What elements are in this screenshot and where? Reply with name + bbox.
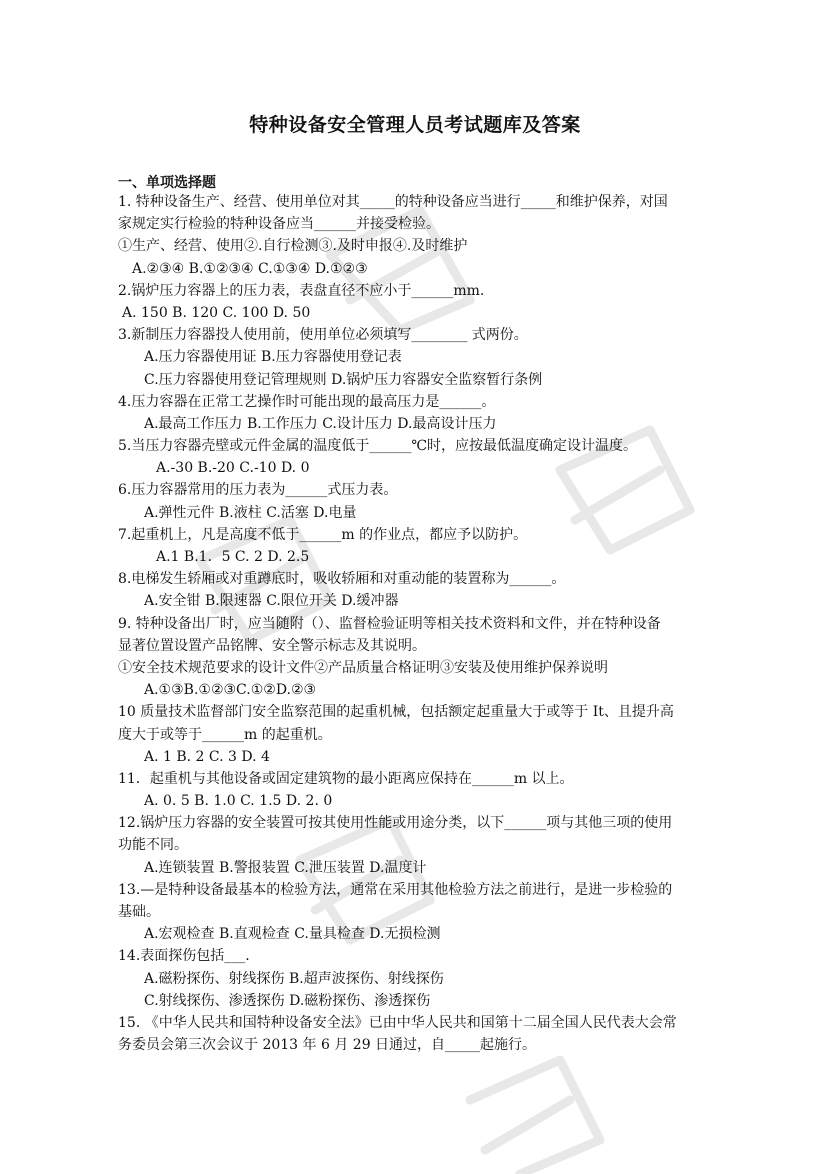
question-12-line-1: 12.锅炉压力容器的安全装置可按其使用性能或用途分类，以下______项与其他三项的使用 [118,815,673,832]
page-title: 特种设备安全管理人员考试题库及答案 [249,114,581,136]
question-6: 6.压力容器常用的压力表为______式压力表。 [118,482,398,499]
question-14-options-2: C.射线探伤、渗透探伤 D.磁粉探伤、渗透探伤 [144,992,431,1009]
question-9-line-1: 9. 特种设备出厂时，应当随附（）、监督检验证明等相关技术资料和文件，并在特种设备 [118,615,661,632]
question-1-line-2: 家规定实行检验的特种设备应当______并接受检验。 [118,216,440,233]
question-5: 5.当压力容器壳壁或元件金属的温度低于______℃时，应按最低温度确定设计温度。 [118,438,638,455]
question-11: 11．起重机与其他设备或固定建筑物的最小距离应保持在______m 以上。 [118,770,574,787]
question-13-line-1: 13.—是特种设备最基本的检验方法，通常在采用其他检验方法之前进行，是进一步检验的 [118,881,673,898]
question-10-line-1: 10 质量技术监督部门安全监察范围的起重机械，包括额定起重量大于或等于 It、且提升高 [118,704,674,721]
question-7: 7.起重机上，凡是高度不低于______m 的作业点，都应予以防护。 [118,526,528,543]
question-9-line-2: 显著位置设置产品铭牌、安全警示标志及其说明。 [118,637,426,654]
question-13-options: A.宏观检查 B.直观检查 C.量具检查 D.无损检测 [144,926,441,943]
question-9-items: ①安全技术规范要求的设计文件②产品质量合格证明③安装及使用维护保养说明 [118,659,608,676]
question-3: 3.新制压力容器投人使用前，使用单位必须填写________ 式两份。 [118,327,528,344]
watermark-glyph-bottom [470,1060,600,1174]
section-heading: 一、单项选择题 [118,175,216,191]
question-1-line-1: 1. 特种设备生产、经营、使用单位对其_____的特种设备应当进行_____和维护保养，对国 [118,194,668,210]
question-2-options: A. 150 B. 120 C. 100 D. 50 [122,304,311,321]
question-15-line-1: 15. 《中华人民共和国特种设备安全法》已由中华人民共和国第十二届全国人民代表大会常 [118,1014,677,1031]
question-12-options: A.连锁装置 B.警报装置 C.泄压装置 D.温度计 [144,859,427,876]
question-1-items: ①生产、经营、使用②.自行检测③.及时申报④.及时维护 [118,238,468,255]
question-2: 2.锅炉压力容器上的压力表，表盘直径不应小于______mm. [118,282,485,299]
question-1-options: A.②③④ B.①②③④ C.①③④ D.①②③ [132,260,368,277]
question-3-options-2: C.压力容器使用登记管理规则 D.锅炉压力容器安全监察暂行条例 [144,371,543,388]
question-13-line-2: 基础。 [118,904,160,920]
question-4-options: A.最高工作压力 B.工作压力 C.设计压力 D.最高设计压力 [144,415,497,432]
question-6-options: A.弹性元件 B.液柱 C.活塞 D.电量 [144,504,357,521]
question-10-options: A. 1 B. 2 C. 3 D. 4 [144,748,270,765]
question-9-options: A.①③B.①②③C.①②D.②③ [144,682,317,699]
question-8-options: A.安全钳 B.限速器 C.限位开关 D.缓冲器 [144,593,399,610]
question-12-line-2: 功能不同。 [118,837,188,854]
question-10-line-2: 度大于或等于______m 的起重机。 [118,726,332,743]
question-14-options-1: A.磁粉探伤、射线探伤 B.超声波探伤、射线探伤 [144,970,444,987]
question-8: 8.电梯发生轿厢或对重蹲底时，吸收轿厢和对重动能的装置称为______。 [118,571,566,588]
question-14: 14.表面探伤包括___. [118,948,250,965]
question-3-options-1: A.压力容器使用证 B.压力容器使用登记表 [144,349,402,366]
question-5-options: A.-30 B.-20 C.-10 D. 0 [156,460,310,477]
question-11-options: A. 0. 5 B. 1.0 C. 1.5 D. 2. 0 [144,793,333,810]
question-7-options: A.1 B.1．5 C. 2 D. 2.5 [156,549,310,565]
question-list [118,191,712,1056]
question-4: 4.压力容器在正常工艺操作时可能出现的最高压力是______。 [118,393,496,410]
question-15-line-2: 务委员会第三次会议于 2013 年 6 月 29 日通过，自_____起施行。 [118,1037,537,1054]
